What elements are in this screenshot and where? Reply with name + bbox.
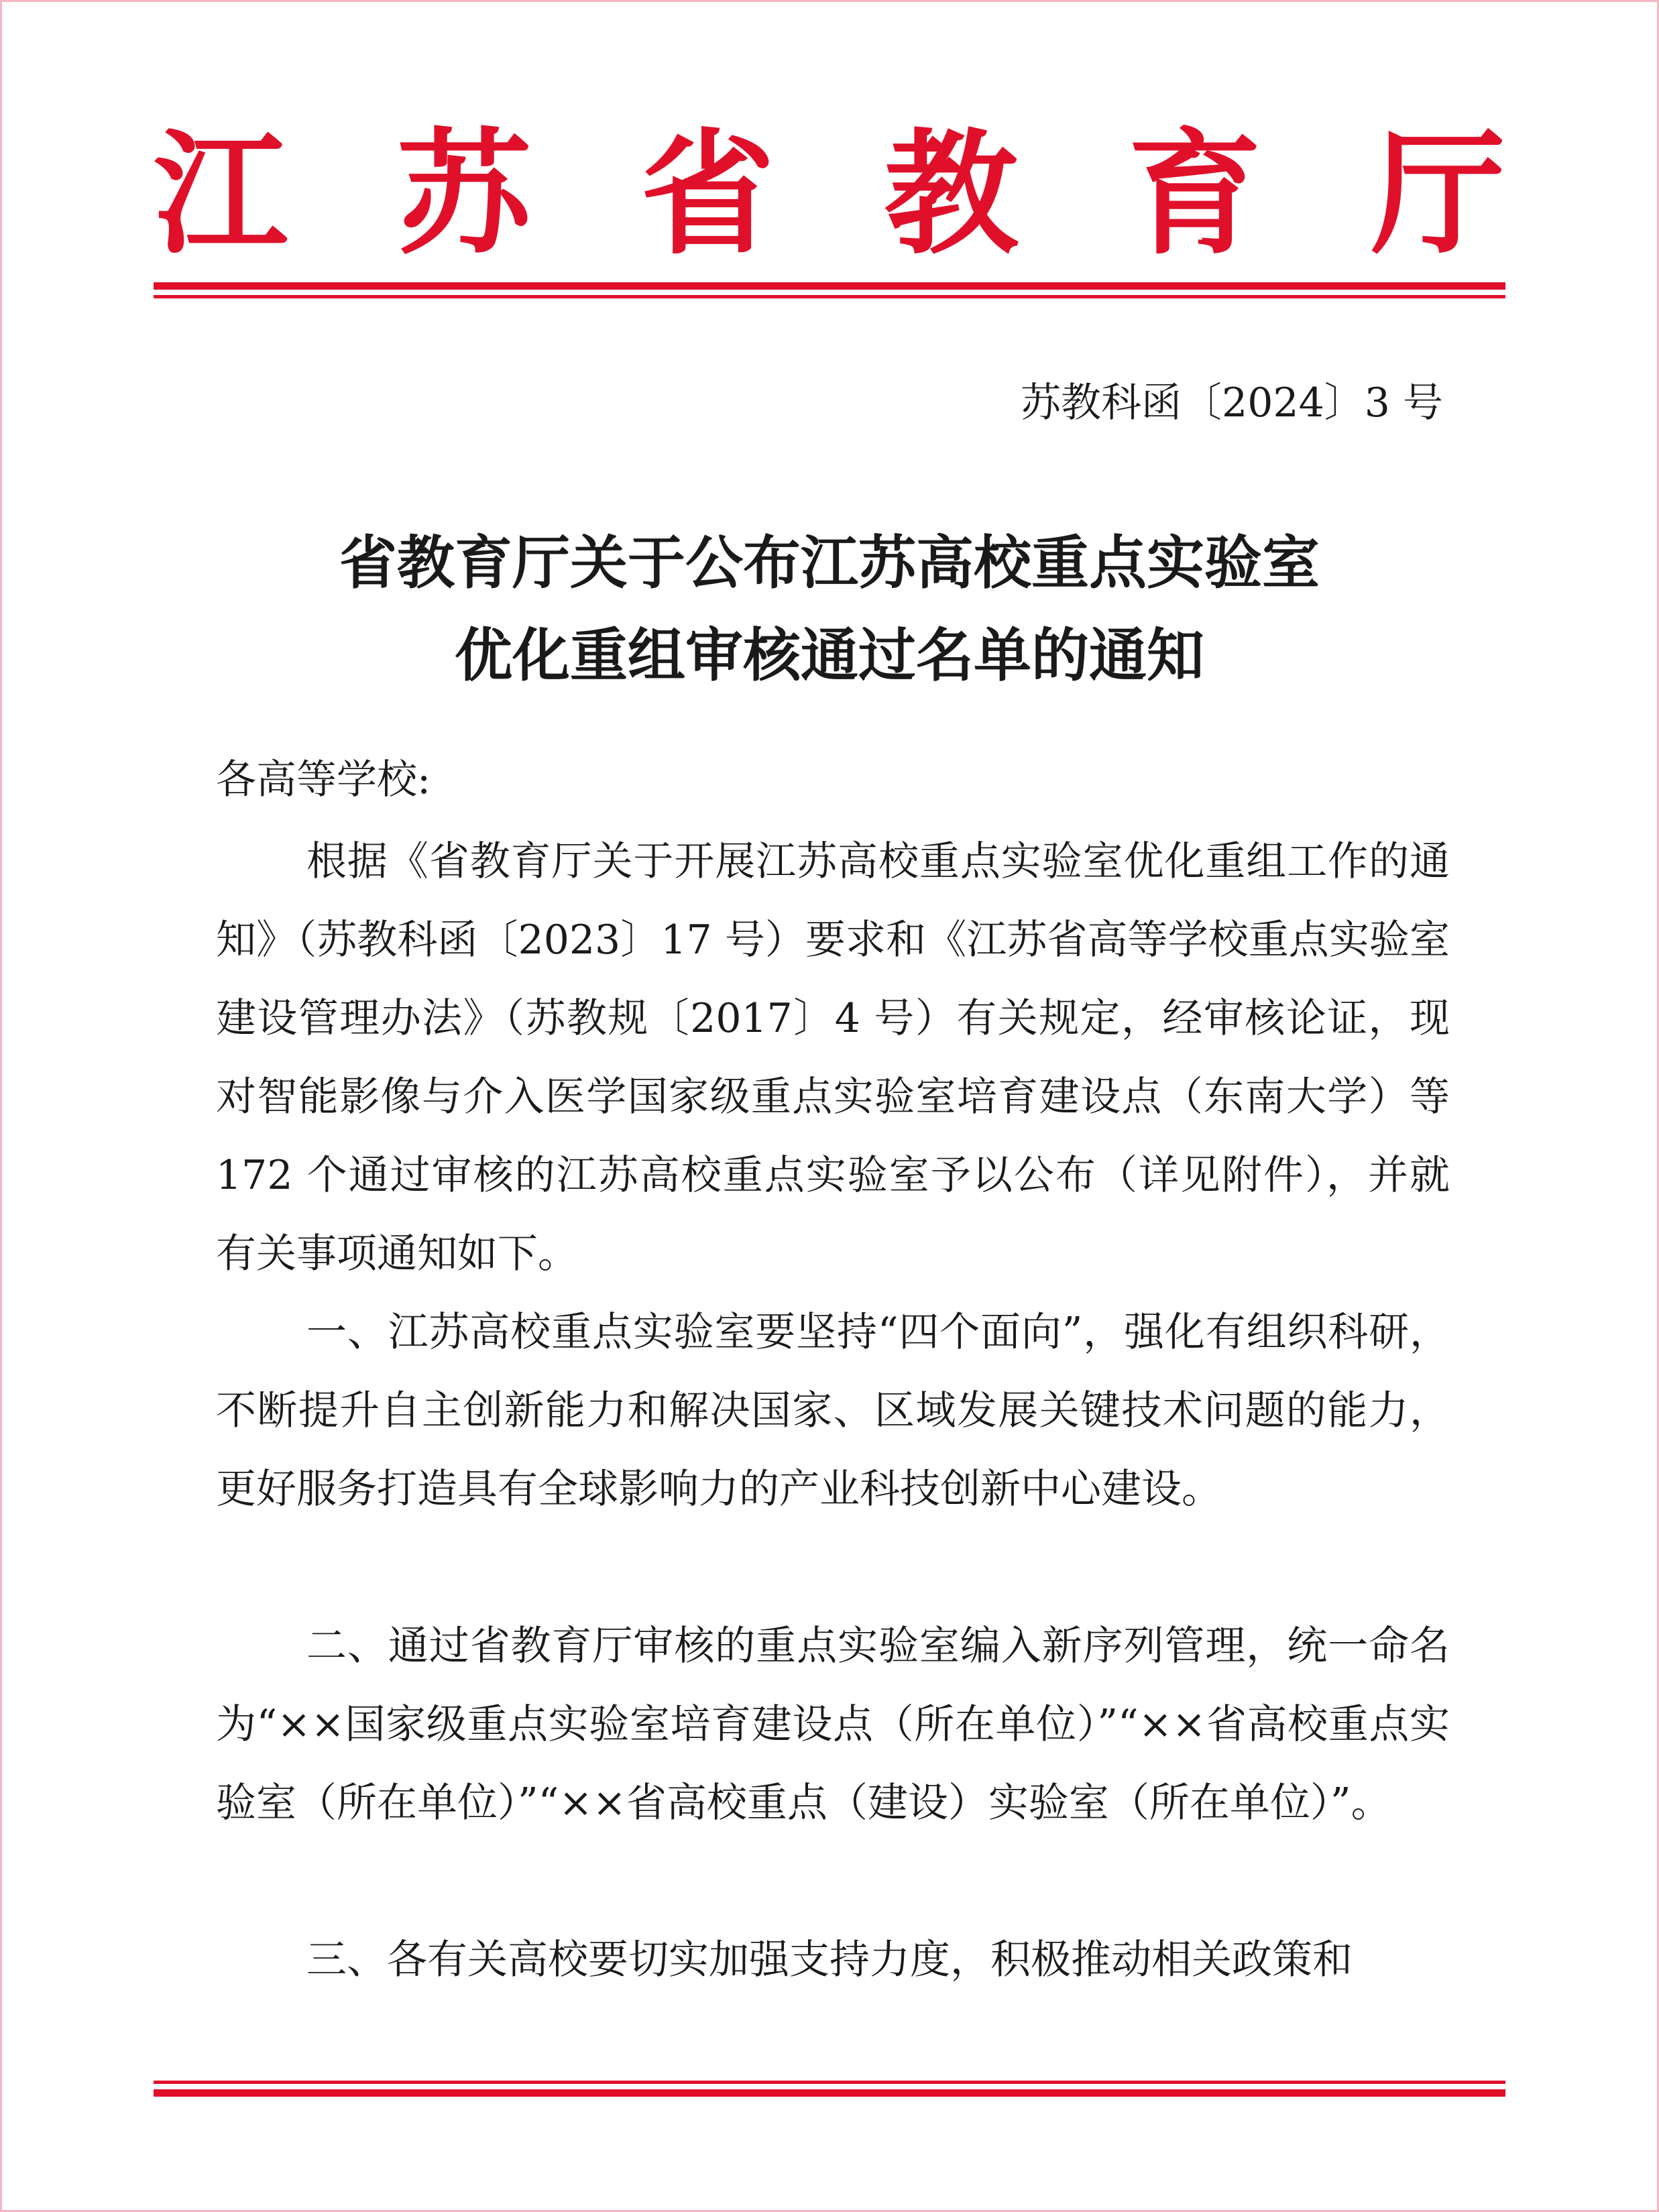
header-rule-thin — [154, 295, 1505, 298]
document-title-line-2: 优化重组审核通过名单的通知 — [455, 622, 1204, 689]
body-paragraph: 一、江苏高校重点实验室要坚持“四个面向”，强化有组织科研，不断提升自主创新能力和解决国家、区域发展关键技术问题的能力，更好服务打造具有全球影响力的产业科技创新中心建设。 — [216, 1309, 1450, 1513]
masthead-char: 教 — [884, 115, 1019, 273]
header-rule-thick — [154, 282, 1505, 290]
body-paragraph: 三、各有关高校要切实加强支持力度，积极推动相关政策和 — [306, 1936, 1353, 1983]
salutation: 各高等学校: — [216, 756, 431, 803]
masthead-char: 苏 — [397, 115, 532, 273]
masthead-char: 育 — [1127, 115, 1262, 273]
body-paragraph: 根据《省教育厅关于开展江苏高校重点实验室优化重组工作的通知》（苏教科函〔2023〕17 号）要求和《江苏省高等学校重点实验室建设管理办法》（苏教规〔2017〕4 号）有关规定，经审核论证，现对智能影像与介入医学国家级重点实验室培育建设点（东南大学）等 172 个通过审核的江苏高校重点实验室予以公布（详见附件），并就有关事项通知如下。 — [216, 838, 1450, 1277]
body-paragraph: 二、通过省教育厅审核的重点实验室编入新序列管理，统一命名为“××国家级重点实验室培育建设点（所在单位）”“××省高校重点实验室（所在单位）”“××省高校重点（建设）实验室（所在单位）”。 — [216, 1623, 1450, 1826]
masthead-char: 江 — [154, 115, 288, 273]
masthead — [154, 115, 1505, 273]
footer-rule-thick — [154, 2089, 1505, 2097]
document-number: 苏教科函〔2024〕3 号 — [1021, 380, 1443, 426]
footer-rule-thin — [154, 2081, 1505, 2084]
document-title-line-1: 省教育厅关于公布江苏高校重点实验室 — [339, 529, 1320, 597]
masthead-char: 省 — [640, 115, 775, 273]
masthead-char: 厅 — [1371, 115, 1505, 273]
